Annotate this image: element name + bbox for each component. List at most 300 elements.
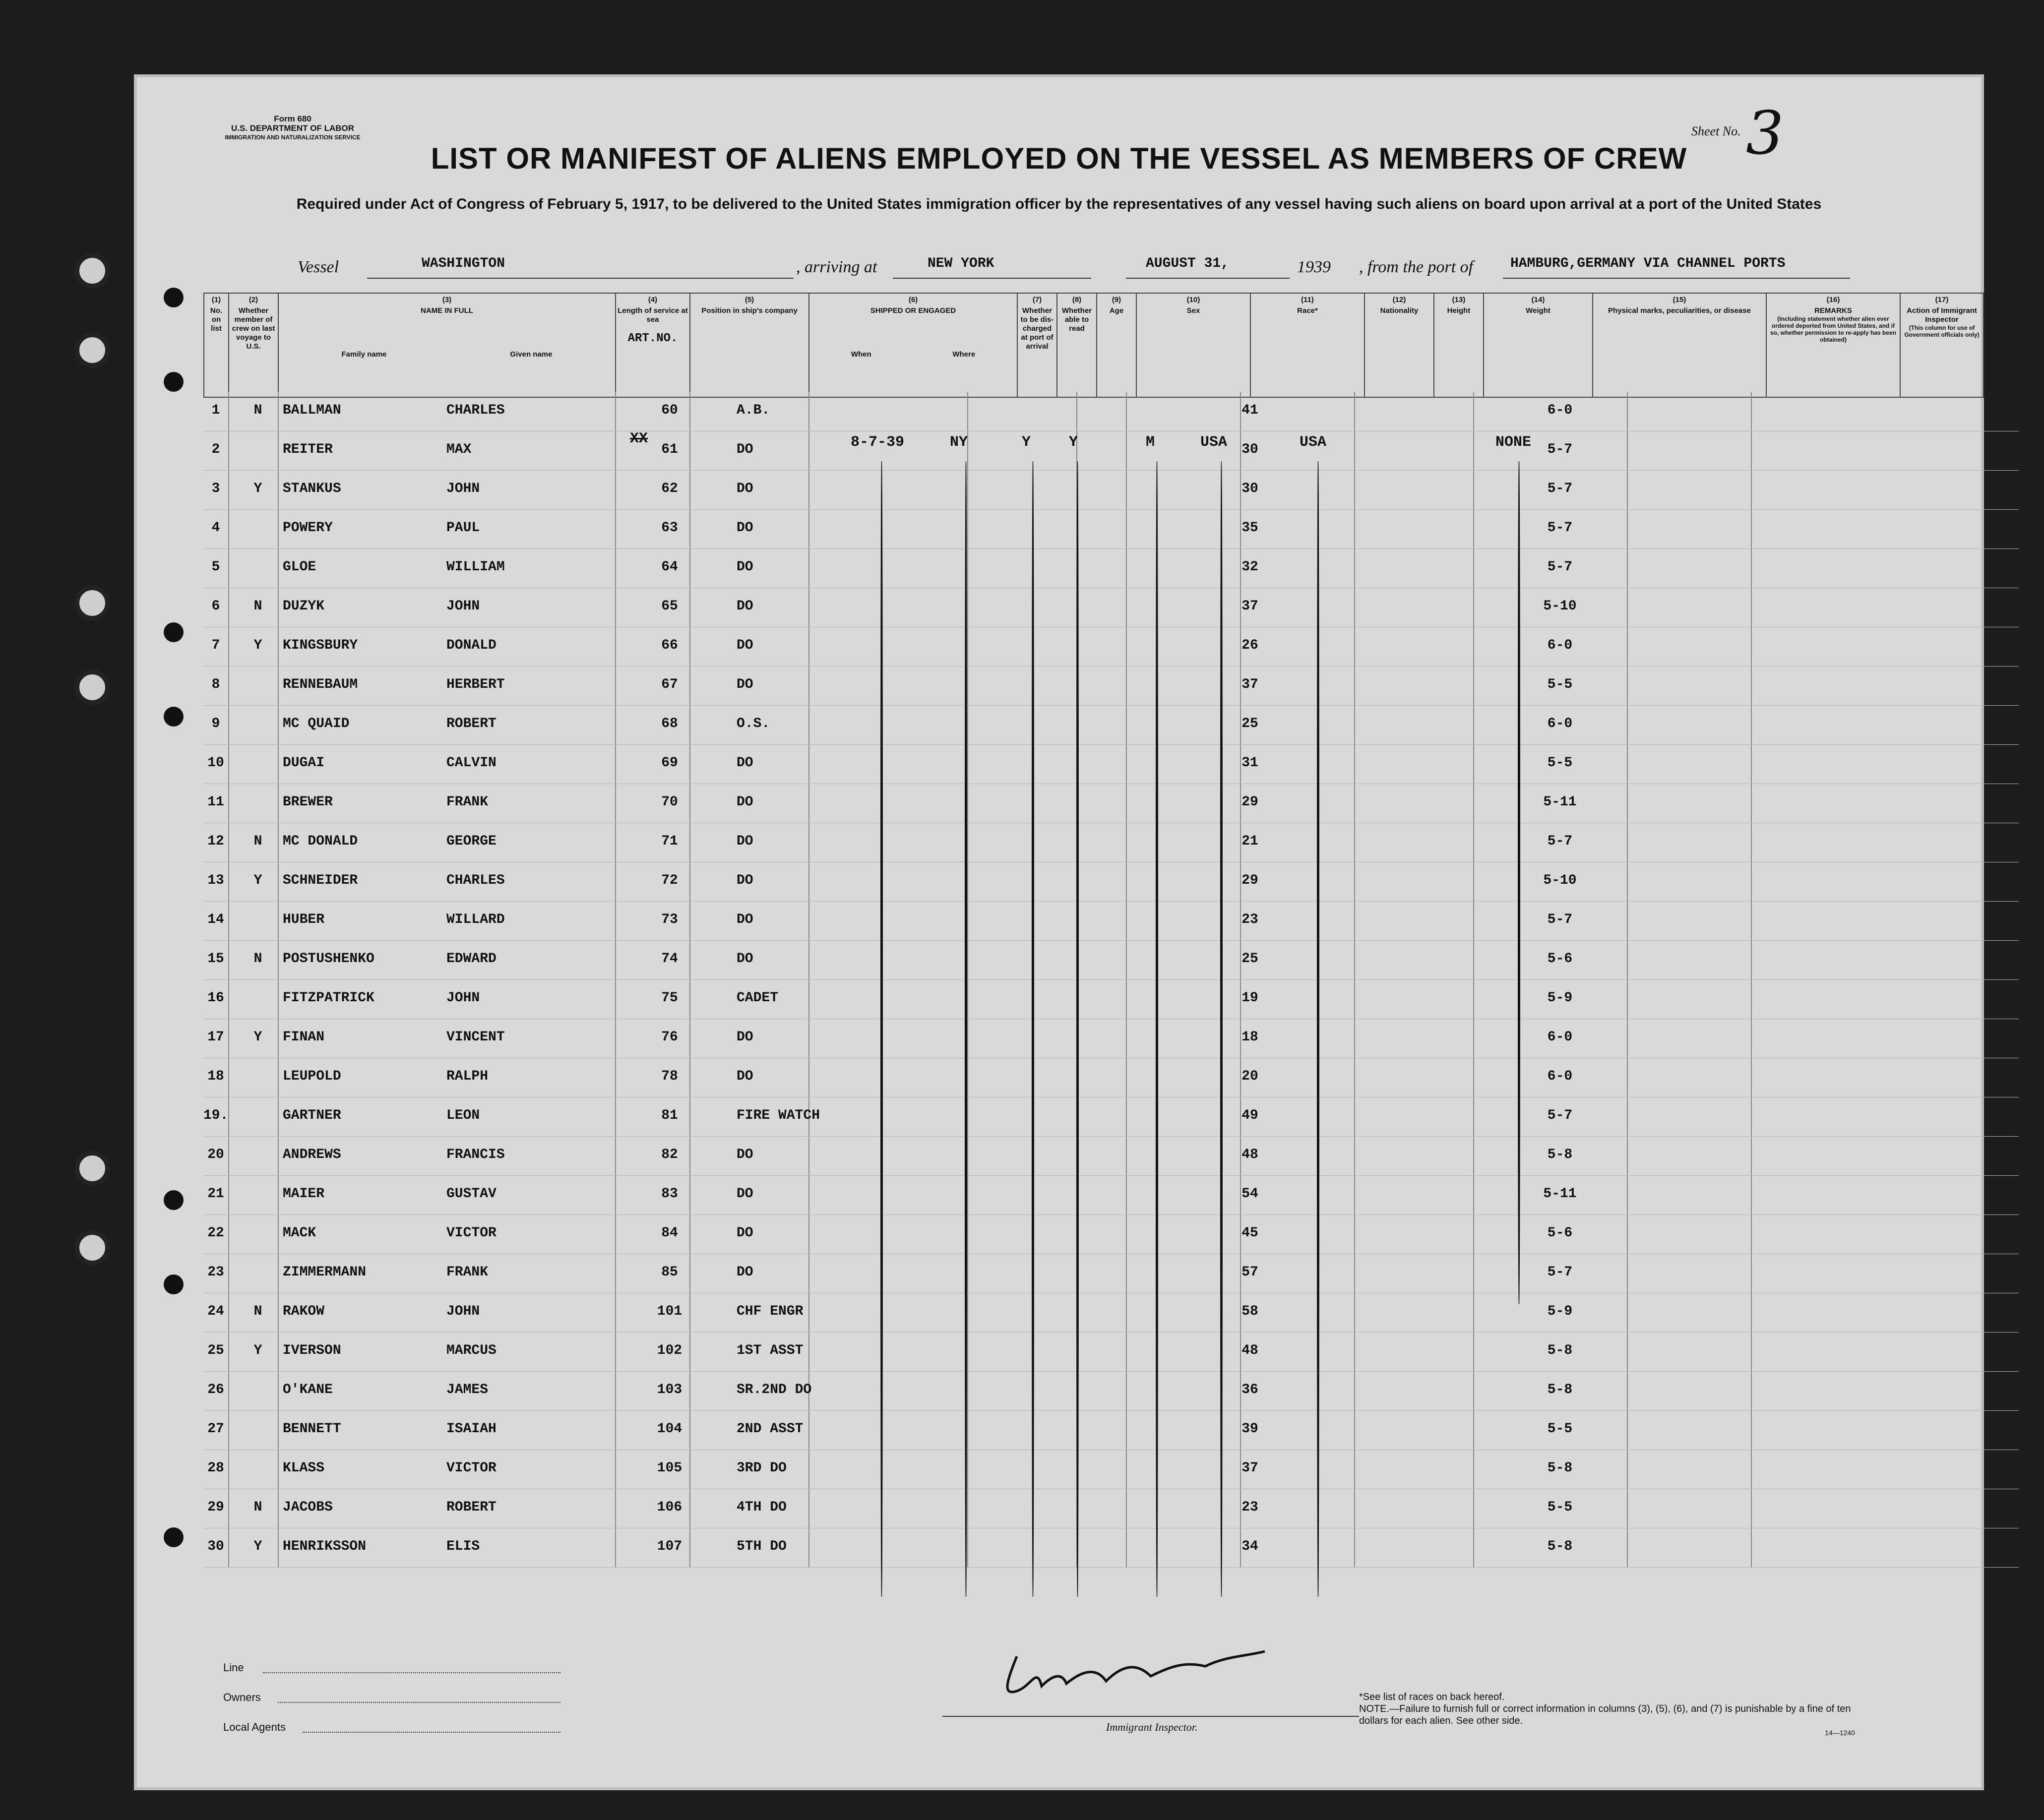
given-name: JOHN [446,599,480,614]
sex-value: M [1146,434,1155,451]
from-underline [1503,278,1850,279]
ditto-mark [880,461,883,1597]
position: FIRE WATCH [737,1108,820,1123]
table-row [203,627,2019,667]
position: DO [737,912,753,927]
position: 3RD DO [737,1460,787,1476]
position: DO [737,834,753,849]
family-name: GARTNER [283,1108,341,1123]
table-row [203,940,2019,980]
line-field [263,1672,560,1673]
given-name: DONALD [446,638,496,653]
form-code: 14—1240 [1825,1729,1855,1737]
given-name: PAUL [446,520,480,536]
row-number: 15 [207,951,224,967]
col-header-10: (10) Sex [1136,293,1250,397]
manifest-sheet [134,74,1984,1790]
table-row [203,823,2019,862]
art-number: 70 [661,794,678,810]
table-row [203,1371,2019,1411]
given-name: VICTOR [446,1460,496,1476]
art-number: 71 [661,834,678,849]
given-name: ELIS [446,1539,480,1554]
family-name: RAKOW [283,1304,325,1319]
given-name: MAX [446,442,472,457]
given-name-header: Given name [510,350,553,359]
owners-field [278,1702,560,1703]
height: 5-5 [1547,1500,1573,1515]
family-name: REITER [283,442,333,457]
table-row [203,1489,2019,1528]
table-row [203,862,2019,902]
position: DO [737,1265,753,1280]
position: DO [737,1069,753,1084]
family-name: JACOBS [283,1500,333,1515]
art-number: 105 [657,1460,682,1476]
row-number: 5 [211,559,220,575]
position: CADET [737,990,779,1006]
col-header-7: (7) Whether to be dis-charged at port of arrival [1017,293,1057,397]
height: 5-7 [1547,442,1573,457]
given-name: ISAIAH [446,1421,496,1437]
given-name: HERBERT [446,677,505,692]
table-row [203,1058,2019,1097]
col-header-3: (3) NAME IN FULL Family name Given name [278,293,616,397]
row-number: 21 [207,1186,224,1202]
previous-voyage: N [253,1304,262,1319]
height: 6-0 [1547,1069,1573,1084]
column-header-table [203,293,1984,398]
given-name: FRANK [446,1265,489,1280]
age: 31 [1241,755,1258,771]
age: 32 [1241,559,1258,575]
height: 5-5 [1547,677,1573,692]
height: 5-9 [1547,1304,1573,1319]
family-name: FITZPATRICK [283,990,374,1006]
height: 5-5 [1547,1421,1573,1437]
position: DO [737,559,753,575]
art-number: 73 [661,912,678,927]
height: 5-7 [1547,912,1573,927]
family-name: BALLMAN [283,403,341,418]
family-name: BENNETT [283,1421,341,1437]
row-number: 12 [207,834,224,849]
vessel-label: Vessel [298,258,339,276]
art-number: 106 [657,1500,682,1515]
age: 34 [1241,1539,1258,1554]
binder-ring [74,253,110,289]
line-label: Line [223,1661,244,1674]
col-header-2: (2) Whether member of crew on last voyage to U.S. [229,293,278,397]
art-number: 66 [661,638,678,653]
previous-voyage: N [253,951,262,967]
position: DO [737,794,753,810]
position: 1ST ASST [737,1343,804,1358]
punch-hole [164,707,184,727]
sheet-number: 3 [1746,99,1784,168]
age: 37 [1241,677,1258,692]
art-number: 81 [661,1108,678,1123]
previous-voyage: N [253,834,262,849]
sheet-label: Sheet No. [1691,124,1741,138]
height: 6-0 [1547,403,1573,418]
table-row [203,1175,2019,1215]
family-name: POSTUSHENKO [283,951,374,967]
given-name: GEORGE [446,834,496,849]
given-name: CALVIN [446,755,496,771]
given-name: JOHN [446,1304,480,1319]
punch-hole [164,1527,184,1547]
inspector-note: (This column for use of Government officials only) [1904,324,1980,338]
height: 5-5 [1547,755,1573,771]
family-name: MACK [283,1225,316,1241]
position: 2ND ASST [737,1421,804,1437]
col-header-8: (8) Whether able to read [1057,293,1097,397]
table-row [203,666,2019,706]
previous-voyage: N [253,1500,262,1515]
previous-voyage: Y [253,1343,262,1358]
table-row [203,1410,2019,1450]
art-number: 101 [657,1304,682,1319]
age: 48 [1241,1147,1258,1162]
height: 5-7 [1547,1265,1573,1280]
row-number: 14 [207,912,224,927]
struck-service-value: XX [630,430,648,447]
table-row [203,470,2019,510]
position: DO [737,442,753,457]
family-name: POWERY [283,520,333,536]
position: DO [737,1147,753,1162]
shipped-when: 8-7-39 [851,434,905,451]
art-number: 82 [661,1147,678,1162]
age: 48 [1241,1343,1258,1358]
age: 21 [1241,834,1258,849]
physical-marks-value: NONE [1495,434,1532,451]
given-name: GUSTAV [446,1186,496,1202]
family-name: SCHNEIDER [283,873,358,888]
art-number: 63 [661,520,678,536]
row-number: 4 [211,520,220,536]
arrival-date: AUGUST 31, [1146,256,1230,271]
position: DO [737,755,753,771]
races-note: *See list of races on back hereof. [1359,1692,1505,1702]
age: 25 [1241,716,1258,731]
discharged-value: Y [1022,434,1031,451]
race-value: USA [1200,434,1228,451]
art-number: 83 [661,1186,678,1202]
height: 5-11 [1543,1186,1577,1202]
height: 5-8 [1547,1460,1573,1476]
row-number: 10 [207,755,224,771]
row-number: 25 [207,1343,224,1358]
date-underline [1126,278,1290,279]
form-number: Form 680 [274,114,311,123]
able-to-read-value: Y [1069,434,1078,451]
table-row [203,548,2019,588]
family-name: KLASS [283,1460,325,1476]
row-number: 13 [207,873,224,888]
row-number: 27 [207,1421,224,1437]
given-name: EDWARD [446,951,496,967]
art-number: 85 [661,1265,678,1280]
row-number: 28 [207,1460,224,1476]
punch-hole [164,1190,184,1210]
family-name: HUBER [283,912,325,927]
family-name: MC DONALD [283,834,358,849]
table-row [203,1019,2019,1058]
age: 29 [1241,873,1258,888]
age: 26 [1241,638,1258,653]
art-number: 103 [657,1382,682,1397]
age: 30 [1241,442,1258,457]
given-name: ROBERT [446,1500,496,1515]
ditto-mark [1220,461,1223,1597]
given-name: RALPH [446,1069,489,1084]
departure-port: HAMBURG,GERMANY VIA CHANNEL PORTS [1510,256,1786,271]
art-number: 74 [661,951,678,967]
previous-voyage: Y [253,873,262,888]
row-number: 6 [211,599,220,614]
family-name: KINGSBURY [283,638,358,653]
art-number: 67 [661,677,678,692]
family-name: STANKUS [283,481,341,496]
row-number: 20 [207,1147,224,1162]
table-row [203,1450,2019,1489]
page-subtitle: Required under Act of Congress of February 5, 1917, to be delivered to the United States immigration officer by the representatives of any vessel having such aliens on board upon arrival at a port of the United States [296,196,1822,212]
previous-voyage: Y [253,481,262,496]
given-name: JAMES [446,1382,489,1397]
table-row [203,901,2019,941]
row-number: 19. [203,1108,229,1123]
height: 5-10 [1543,599,1577,614]
position: 4TH DO [737,1500,787,1515]
col-header-13: (13) Height [1434,293,1484,397]
age: 36 [1241,1382,1258,1397]
height: 5-8 [1547,1147,1573,1162]
previous-voyage: Y [253,1030,262,1045]
art-number: 104 [657,1421,682,1437]
row-number: 30 [207,1539,224,1554]
inspector-signature [987,1637,1304,1711]
height: 5-9 [1547,990,1573,1006]
family-name: MAIER [283,1186,325,1202]
given-name: WILLARD [446,912,505,927]
col-header-11: (11) Race* [1250,293,1364,397]
height: 6-0 [1547,1030,1573,1045]
agents-label: Local Agents [223,1721,286,1733]
family-name: O'KANE [283,1382,333,1397]
age: 37 [1241,599,1258,614]
given-name: VINCENT [446,1030,505,1045]
given-name: JOHN [446,481,480,496]
family-name: MC QUAID [283,716,350,731]
art-no-label: ART.NO. [627,332,678,345]
table-row [203,1528,2019,1568]
table-row [203,1332,2019,1372]
col-header-14: (14) Weight [1484,293,1593,397]
table-row [203,784,2019,823]
col-header-5: (5) Position in ship's company [690,293,809,397]
table-row [203,509,2019,549]
row-number: 3 [211,481,220,496]
table-row [203,979,2019,1019]
row-number: 22 [207,1225,224,1241]
height: 5-6 [1547,1225,1573,1241]
given-name: FRANK [446,794,489,810]
age: 45 [1241,1225,1258,1241]
art-number: 107 [657,1539,682,1554]
position: DO [737,1030,753,1045]
family-name: ZIMMERMANN [283,1265,367,1280]
row-number: 23 [207,1265,224,1280]
table-row [203,1254,2019,1293]
previous-voyage: N [253,599,262,614]
art-number: 60 [661,403,678,418]
row-number: 9 [211,716,220,731]
given-name: WILLIAM [446,559,505,575]
punch-hole [164,622,184,642]
position: DO [737,1186,753,1202]
row-number: 17 [207,1030,224,1045]
where-header: Where [952,350,976,359]
family-name: ANDREWS [283,1147,341,1162]
height: 6-0 [1547,716,1573,731]
table-row [203,744,2019,784]
col-header-12: (12) Nationality [1364,293,1434,397]
art-number: 84 [661,1225,678,1241]
given-name: VICTOR [446,1225,496,1241]
age: 37 [1241,1460,1258,1476]
given-name: CHARLES [446,873,505,888]
age: 25 [1241,951,1258,967]
row-number: 16 [207,990,224,1006]
height: 5-6 [1547,951,1573,967]
age: 41 [1241,403,1258,418]
inspector-label: Immigrant Inspector. [1106,1721,1198,1733]
family-name: BREWER [283,794,333,810]
previous-voyage: Y [253,638,262,653]
inspector-field [942,1716,1359,1717]
binder-ring [74,669,110,705]
height: 5-7 [1547,834,1573,849]
art-number: 76 [661,1030,678,1045]
ditto-mark [1076,461,1079,1597]
table-row [203,1214,2019,1254]
ditto-mark [1518,461,1520,1304]
height: 5-7 [1547,559,1573,575]
row-number: 26 [207,1382,224,1397]
age: 49 [1241,1108,1258,1123]
position: CHF ENGR [737,1304,804,1319]
age: 29 [1241,794,1258,810]
col-header-6: (6) SHIPPED OR ENGAGED When Where [809,293,1017,397]
position: A.B. [737,403,770,418]
arrival-port: NEW YORK [928,256,994,271]
position: DO [737,599,753,614]
family-name: LEUPOLD [283,1069,341,1084]
row-number: 24 [207,1304,224,1319]
art-number: 68 [661,716,678,731]
vessel-name: WASHINGTON [422,256,505,271]
remarks-note: (Including statement whether alien ever ordered deported from United States, and if so, whether permission to re-apply has been obtained) [1770,315,1897,343]
family-name: DUZYK [283,599,325,614]
family-name: HENRIKSSON [283,1539,367,1554]
form-identifier [203,114,382,142]
page-title: LIST OR MANIFEST OF ALIENS EMPLOYED ON THE VESSEL AS MEMBERS OF CREW [431,142,1687,175]
from-label: , from the port of [1359,258,1474,276]
given-name: MARCUS [446,1343,496,1358]
col-header-16: (16) REMARKS (Including statement whether alien ever ordered deported from United States, and if so, whether permission to re-apply has been obtained) [1766,293,1900,397]
art-number: 65 [661,599,678,614]
ditto-mark [965,461,967,1597]
year-value: 1939 [1297,258,1331,276]
position: O.S. [737,716,770,731]
art-number: 69 [661,755,678,771]
binder-ring [74,1151,110,1186]
position: SR.2ND DO [737,1382,812,1397]
height: 5-8 [1547,1382,1573,1397]
row-number: 18 [207,1069,224,1084]
family-name: RENNEBAUM [283,677,358,692]
position: DO [737,520,753,536]
given-name: JOHN [446,990,480,1006]
position: DO [737,638,753,653]
penalty-note: NOTE.—Failure to furnish full or correct information in columns (3), (5), (6), and (7) is punishable by a fine of ten dollars for each alien. See other side. [1359,1703,1851,1726]
age: 18 [1241,1030,1258,1045]
family-name: DUGAI [283,755,325,771]
family-name: FINAN [283,1030,325,1045]
given-name: CHARLES [446,403,505,418]
table-row [203,1097,2019,1137]
owners-label: Owners [223,1691,261,1703]
family-name: IVERSON [283,1343,341,1358]
position: DO [737,677,753,692]
art-number: 64 [661,559,678,575]
given-name: ROBERT [446,716,496,731]
height: 5-7 [1547,481,1573,496]
row-number: 11 [207,794,224,810]
port-underline [893,278,1091,279]
table-row [203,431,2019,471]
height: 5-11 [1543,794,1577,810]
position: DO [737,481,753,496]
row-number: 8 [211,677,220,692]
col-header-9: (9) Age [1097,293,1136,397]
punch-hole [164,1274,184,1294]
row-number: 1 [211,403,220,418]
when-header: When [851,350,871,359]
previous-voyage: Y [253,1539,262,1554]
service-name: IMMIGRATION AND NATURALIZATION SERVICE [225,134,361,141]
position: DO [737,873,753,888]
height: 6-0 [1547,638,1573,653]
previous-voyage: N [253,403,262,418]
table-row [203,1293,2019,1333]
height: 5-7 [1547,1108,1573,1123]
age: 57 [1241,1265,1258,1280]
position: DO [737,1225,753,1241]
binder-ring [74,585,110,621]
ditto-mark [1156,461,1158,1597]
given-name: LEON [446,1108,480,1123]
position: 5TH DO [737,1539,787,1554]
art-number: 78 [661,1069,678,1084]
col-header-4: (4) Length of service at sea ART.NO. [616,293,690,397]
agents-field [303,1732,560,1733]
punch-hole [164,288,184,307]
age: 39 [1241,1421,1258,1437]
col-header-17: (17) Action of Immigrant Inspector (This column for use of Government officials only) [1900,293,1983,397]
